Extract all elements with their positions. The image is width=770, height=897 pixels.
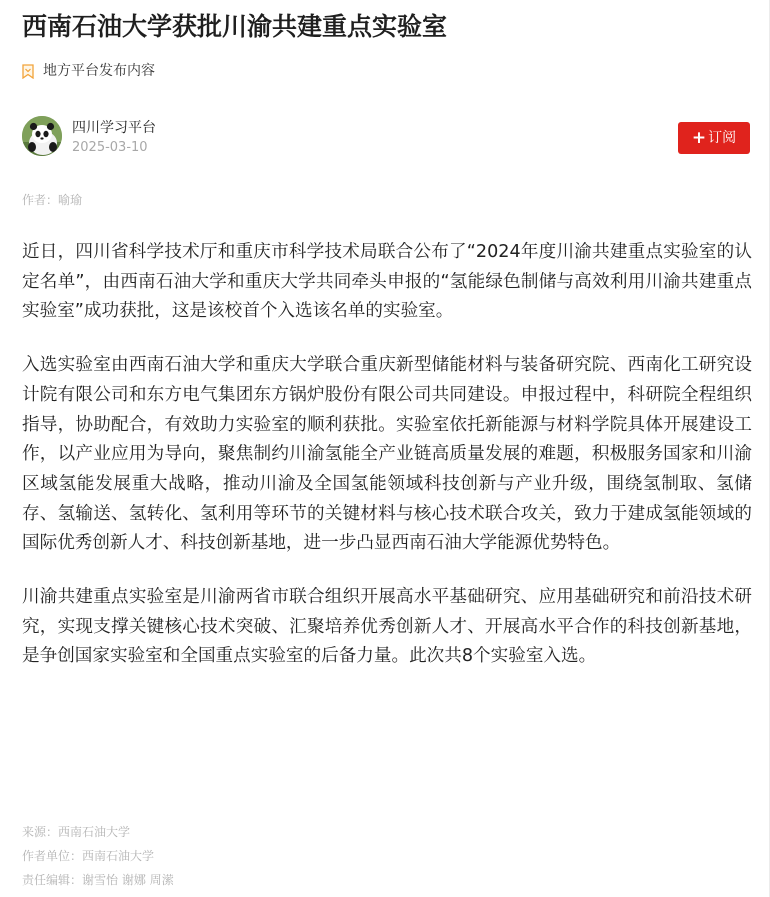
- author-name[interactable]: 四川学习平台: [72, 120, 156, 136]
- paragraph: 川渝共建重点实验室是川渝两省市联合组织开展高水平基础研究、应用基础研究和前沿技术研究，实现支撑关键核心技术突破、汇聚培养优秀创新人才、开展高水平合作的科技创新基地，是争创国家实验室和全国重点实验室的后备力量。此次共8个实验室入选。: [22, 587, 752, 667]
- plus-icon: +: [691, 128, 707, 148]
- platform-tag-label: 地方平台发布内容: [43, 63, 155, 79]
- publish-date: 2025-03-10: [72, 140, 148, 155]
- badge-icon: [22, 64, 34, 79]
- byline: 作者：喻瑜: [22, 193, 83, 207]
- editors-line: 责任编辑：谢雪怡 谢娜 周潆: [22, 873, 174, 887]
- subscribe-button[interactable]: [678, 122, 750, 154]
- subscribe-label: 订阅: [708, 130, 737, 146]
- paragraph: 近日，四川省科学技术厅和重庆市科学技术局联合公布了“2024年度川渝共建重点实验室的认定名单”，由西南石油大学和重庆大学共同牵头申报的“氢能绿色制储与高效利用川渝共建重点实验室”成功获批，这是该校首个入选该名单的实验室。: [22, 242, 752, 322]
- platform-tag: [22, 60, 155, 82]
- panda-avatar-icon[interactable]: [22, 116, 62, 156]
- paragraph: 入选实验室由西南石油大学和重庆大学联合重庆新型储能材料与装备研究院、西南化工研究设计院有限公司和东方电气集团东方锅炉股份有限公司共同建设。申报过程中，科研院全程组织指导，协助配合，有效助力实验室的顺利获批。实验室依托新能源与材料学院具体开展建设工作，以产业应用为导向，聚焦制约川渝氢能全产业链高质量发展的难题，积极服务国家和川渝区域氢能发展重大战略，推动川渝及全国氢能领域科技创新与产业升级，围绕氢制取、氢储存、氢输送、氢转化、氢利用等环节的关键材料与核心技术联合攻关，致力于建成氢能领域的国际优秀创新人才、科技创新基地，进一步凸显西南石油大学能源优势特色。: [22, 355, 752, 554]
- author-row: [22, 116, 750, 160]
- article-body: [22, 238, 752, 696]
- author-unit-line: 作者单位：西南石油大学: [22, 849, 155, 863]
- article-meta: [22, 820, 174, 892]
- source-line: 来源：西南石油大学: [22, 825, 131, 839]
- article-title: 西南石油大学获批川渝共建重点实验室: [22, 12, 448, 41]
